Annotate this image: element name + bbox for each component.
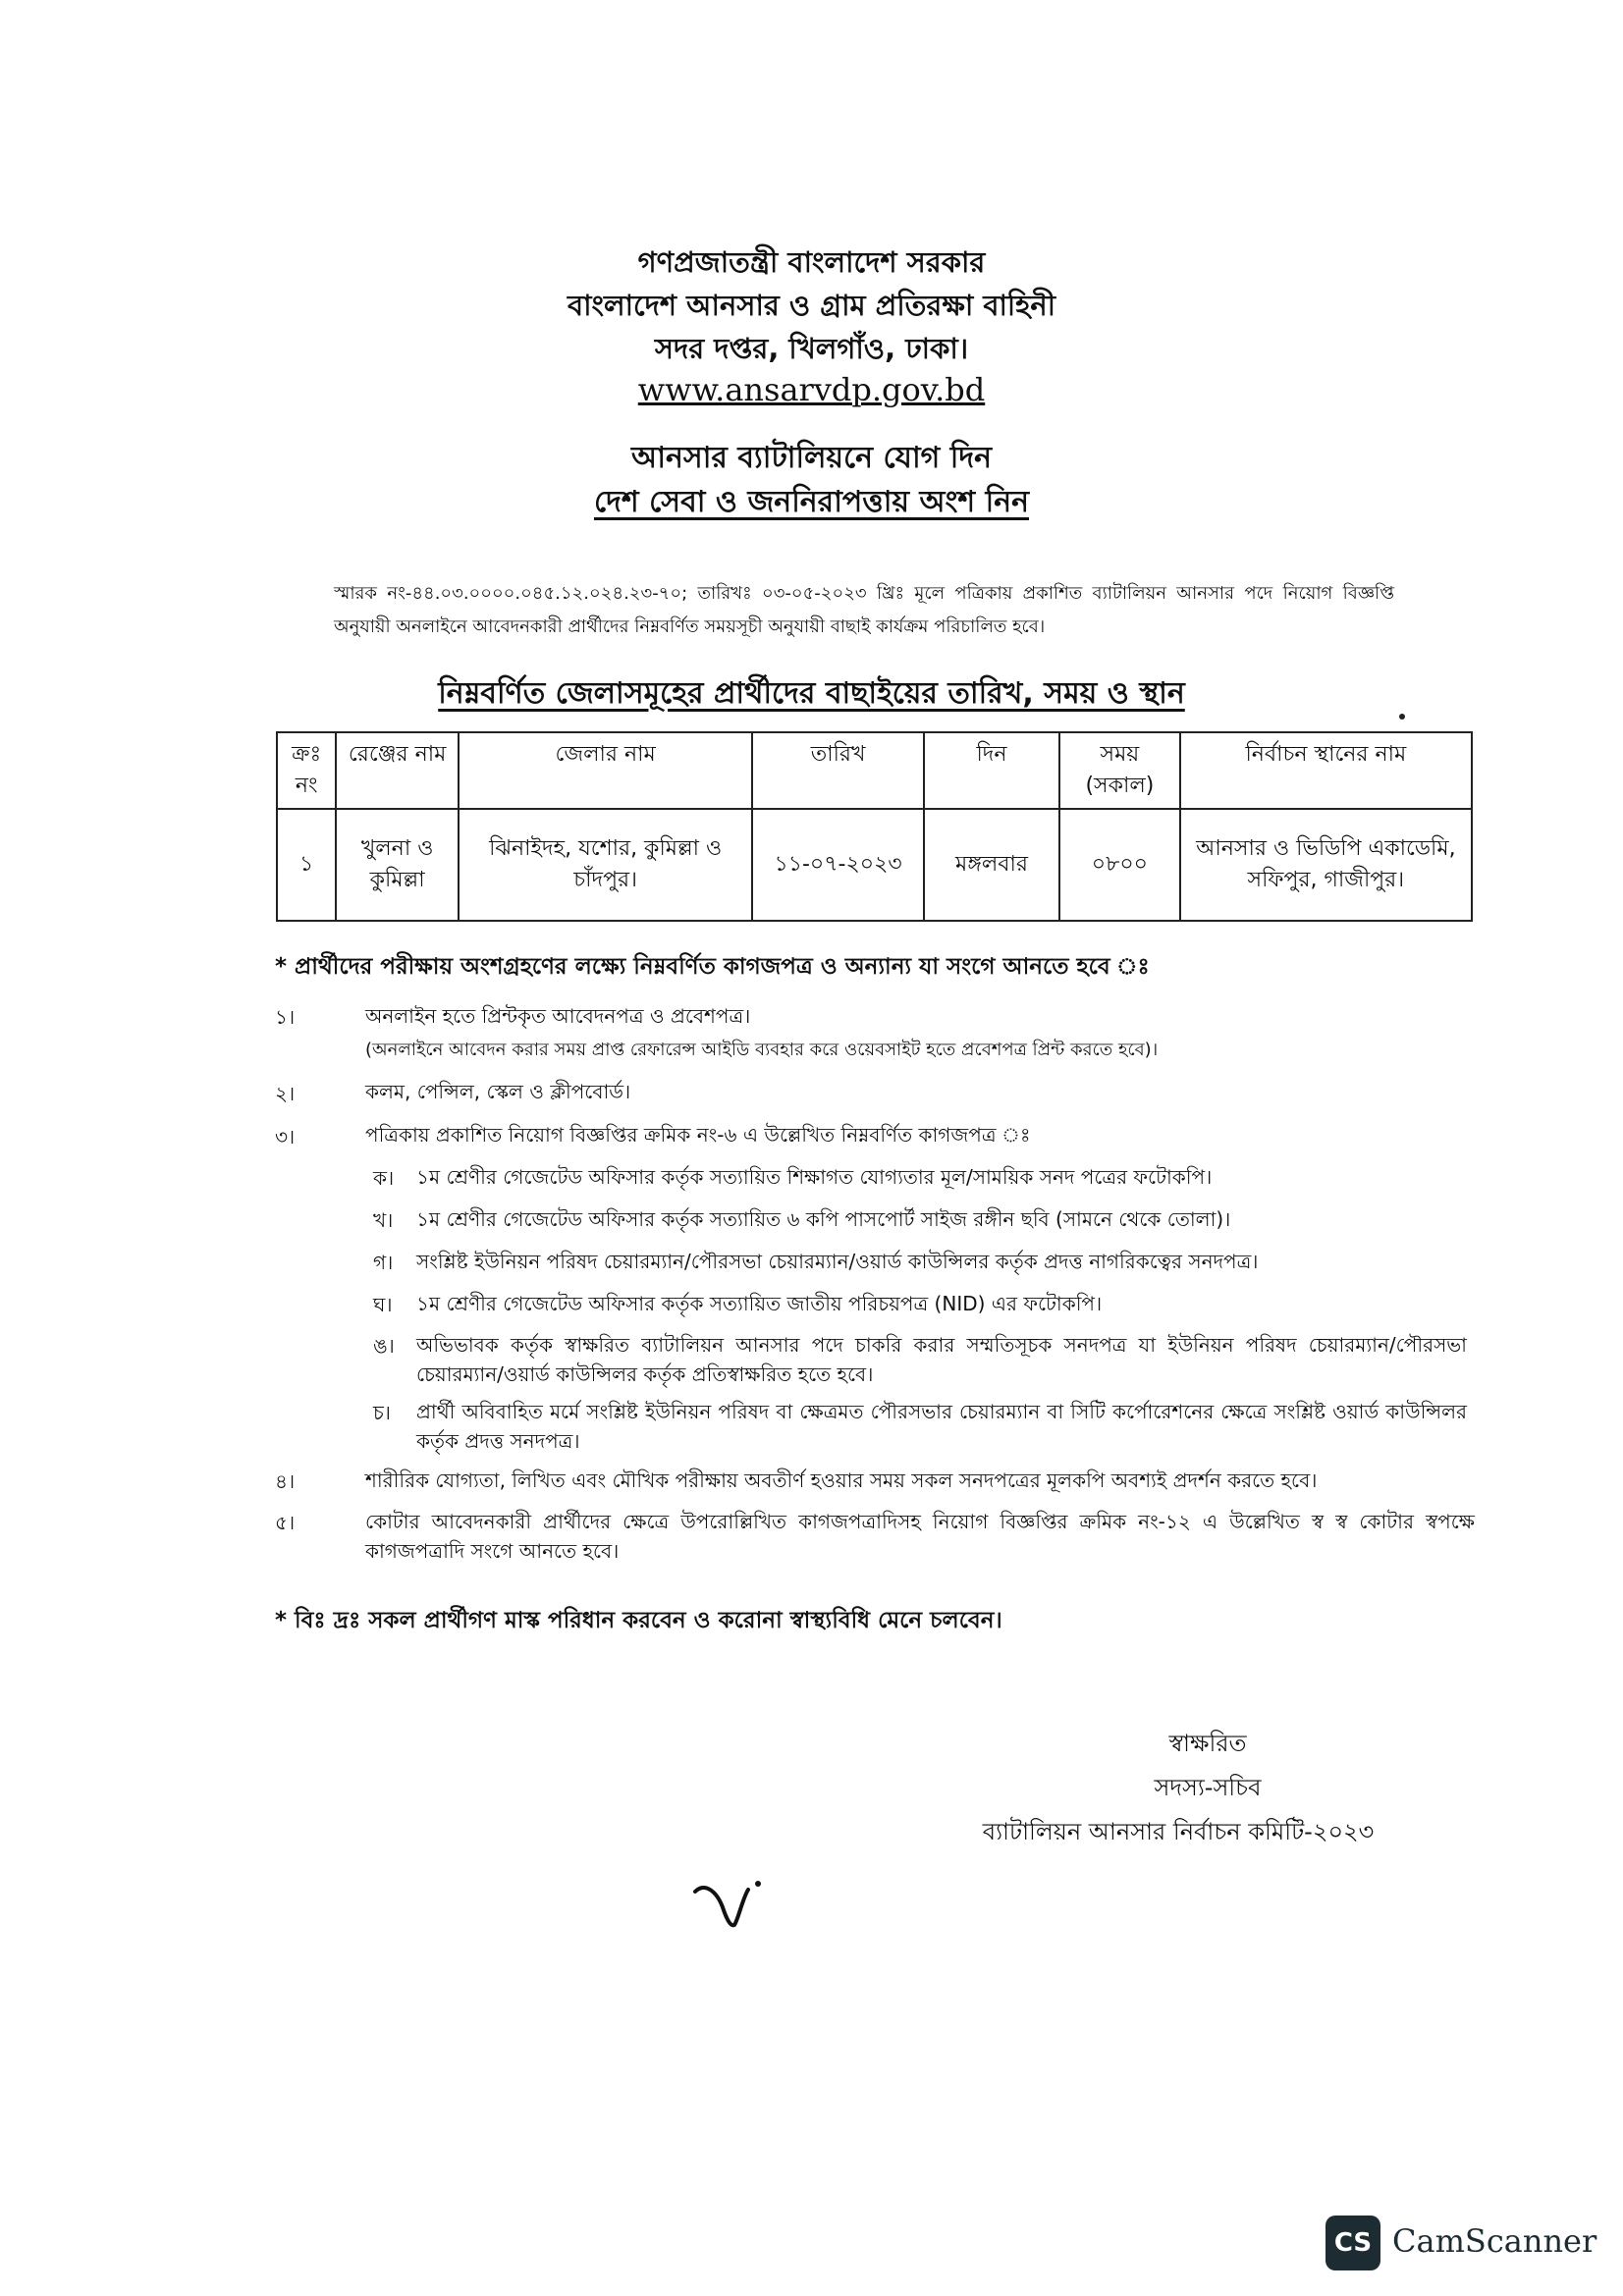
header-time: সময় (সকাল) bbox=[1059, 732, 1180, 809]
cell-date: ১১-০৭-২০২৩ bbox=[752, 809, 924, 921]
sub-item-gha: ১ম শ্রেণীর গেজেটেড অফিসার কর্তৃক সত্যায়িত জাতীয় পরিচয়পত্র (NID) এর ফটোকপি। bbox=[416, 1292, 1103, 1315]
signed-status: স্বাক্ষরিত bbox=[1168, 1730, 1247, 1757]
sub-item-ka: ১ম শ্রেণীর গেজেটেড অফিসার কর্তৃক সত্যায়িত শিক্ষাগত যোগ্যতার মূল/সাময়িক সনদ পত্রের ফটোকপি। bbox=[416, 1165, 1213, 1189]
item-number: ২। bbox=[275, 1082, 296, 1105]
sub-item-mark: ঙ। bbox=[373, 1334, 395, 1358]
header-venue: নির্বাচন স্থানের নাম bbox=[1180, 732, 1472, 809]
govt-title: গণপ্রজাতন্ত্রী বাংলাদেশ সরকার bbox=[637, 245, 986, 279]
committee-name: ব্যাটালিয়ন আনসার নির্বাচন কমিটি-২০২৩ bbox=[982, 1818, 1375, 1845]
camscanner-logo-icon: CS bbox=[1325, 2216, 1380, 2270]
camscanner-brand: CamScanner bbox=[1392, 2222, 1597, 2260]
item-1-note: (অনলাইনে আবেদন করার সময় প্রাপ্ত রেফারেন্স আইডি ব্যবহার করে ওয়েবসাইট হতে প্রবেশপত্র প্রিন্ট করতে হবে)। bbox=[365, 1040, 1159, 1060]
sub-item-ga: সংশ্লিষ্ট ইউনিয়ন পরিষদ চেয়ারম্যান/পৌরসভা চেয়ারম্যান/ওয়ার্ড কাউন্সিলর কর্তৃক প্রদত্ত নাগরিকত্বের সনদপত্র। bbox=[416, 1250, 1259, 1273]
header-serial: ক্রঃ নং bbox=[277, 732, 336, 809]
handwritten-signature bbox=[687, 1870, 776, 1939]
ink-mark bbox=[1399, 714, 1405, 720]
schedule-subtitle-text: নিম্নবর্ণিত জেলাসমূহের প্রার্থীদের বাছাইয়ের তারিখ, সময় ও স্থান bbox=[438, 676, 1185, 711]
item-5-text: কোটার আবেদনকারী প্রার্থীদের ক্ষেত্রে উপরোল্লিখিত কাগজপত্রাদিসহ নিয়োগ বিজ্ঞপ্তির ক্রমিক নং-১২ এ উল্লেখিত স্ব স্ব কোটার স্বপক্ষে কাগজপত্রাদি সংগে আনতে হবে। bbox=[365, 1510, 1475, 1563]
item-number: ১। bbox=[275, 1005, 296, 1029]
sub-item-mark: খ। bbox=[373, 1208, 394, 1232]
header-day: দিন bbox=[924, 732, 1059, 809]
item-4-text: শারীরিক যোগ্যতা, লিখিত এবং মৌখিক পরীক্ষায় অবতীর্ণ হওয়ার সময় সকল সনদপত্রের মূলকপি অবশ্যই প্রদর্শন করতে হবে। bbox=[365, 1468, 1318, 1492]
requirements-title: * প্রার্থীদের পরীক্ষায় অংশগ্রহণের লক্ষ্যে নিম্নবর্ণিত কাগজপত্র ও অন্যান্য যা সংগে আনতে হবে ঃ bbox=[275, 954, 1150, 980]
sub-item-mark: চ। bbox=[373, 1401, 391, 1424]
table-header-row bbox=[277, 732, 1472, 809]
cell-time: ০৮০০ bbox=[1059, 809, 1180, 921]
website-link[interactable]: www.ansarvdp.gov.bd bbox=[637, 371, 986, 408]
special-note: * বিঃ দ্রঃ সকল প্রার্থীগণ মাস্ক পরিধান করবেন ও করোনা স্বাস্থ্যবিধি মেনে চলবেন। bbox=[275, 1608, 1002, 1633]
item-3-text: পত্রিকায় প্রকাশিত নিয়োগ বিজ্ঞপ্তির ক্রমিক নং-৬ এ উল্লেখিত নিম্নবর্ণিত কাগজপত্র ঃ bbox=[365, 1123, 1031, 1147]
cell-day: মঙ্গলবার bbox=[924, 809, 1059, 921]
cell-district: ঝিনাইদহ, যশোর, কুমিল্লা ও চাঁদপুর। bbox=[459, 809, 752, 921]
table-row bbox=[277, 809, 1472, 921]
slogan-line-2-text: দেশ সেবা ও জননিরাপত্তায় অংশ নিন bbox=[593, 485, 1030, 519]
dept-title: বাংলাদেশ আনসার ও গ্রাম প্রতিরক্ষা বাহিনী bbox=[567, 289, 1056, 322]
office-address: সদর দপ্তর, খিলগাঁও, ঢাকা। bbox=[654, 332, 969, 365]
item-1-text: অনলাইন হতে প্রিন্টকৃত আবেদনপত্র ও প্রবেশপত্র। bbox=[365, 1004, 751, 1028]
sub-item-mark: ক। bbox=[373, 1166, 395, 1190]
sub-item-kha: ১ম শ্রেণীর গেজেটেড অফিসার কর্তৃক সত্যায়িত ৬ কপি পাসপোর্ট সাইজ রঙ্গীন ছবি (সামনে থেকে তোলা)। bbox=[416, 1207, 1231, 1231]
sub-item-umo: অভিভাবক কর্তৃক স্বাক্ষরিত ব্যাটালিয়ন আনসার পদে চাকরি করার সম্মতিসূচক সনদপত্র যা ইউনিয়ন পরিষদ চেয়ারম্যান/পৌরসভা চেয়ারম্যান/ওয়ার্ড কাউন্সিলর কর্তৃক প্রতিস্বাক্ষরিত হতে হবে। bbox=[416, 1333, 1467, 1386]
item-number: ৩। bbox=[275, 1125, 296, 1148]
header-range: রেঞ্জের নাম bbox=[336, 732, 459, 809]
header-date: তারিখ bbox=[752, 732, 924, 809]
signatory-role: সদস্য-সচিব bbox=[1154, 1774, 1262, 1801]
sub-item-mark: ঘ। bbox=[373, 1293, 393, 1316]
schedule-table bbox=[276, 731, 1473, 922]
slogan-line-1: আনসার ব্যাটালিয়নে যোগ দিন bbox=[630, 441, 993, 475]
item-number: ৫। bbox=[275, 1511, 296, 1534]
cell-range: খুলনা ও কুমিল্লা bbox=[336, 809, 459, 921]
sub-item-cha: প্রার্থী অবিবাহিত মর্মে সংশ্লিষ্ট ইউনিয়ন পরিষদ বা ক্ষেত্রমত পৌরসভার চেয়ারম্যান বা সিটি কর্পোরেশনের ক্ষেত্রে সংশ্লিষ্ট ওয়ার্ড কাউন্সিলর কর্তৃক প্রদত্ত সনদপত্র। bbox=[416, 1400, 1467, 1453]
item-number: ৪। bbox=[275, 1469, 296, 1493]
slogan-line-2 bbox=[0, 481, 1623, 524]
schedule-subtitle bbox=[0, 669, 1623, 720]
sub-item-mark: গ। bbox=[373, 1251, 394, 1274]
header-district: জেলার নাম bbox=[459, 732, 752, 809]
cell-serial: ১ bbox=[277, 809, 336, 921]
item-2-text: কলম, পেন্সিল, স্কেল ও ক্লীপবোর্ড। bbox=[365, 1080, 631, 1103]
memo-paragraph: স্মারক নং-৪৪.০৩.০০০০.০৪৫.১২.০২৪.২৩-৭০; তারিখঃ ০৩-০৫-২০২৩ খ্রিঃ মূলে পত্রিকায় প্রকাশিত ব্যাটালিয়ন আনসার পদে নিয়োগ বিজ্ঞপ্তি অনুযায়ী অনলাইনে আবেদনকারী প্রার্থীদের নিম্নবর্ণিত সময়সূচী অনুযায়ী বাছাই কার্যক্রম পরিচালিত হবে। bbox=[334, 583, 1394, 637]
cell-venue: আনসার ও ভিডিপি একাডেমি, সফিপুর, গাজীপুর। bbox=[1180, 809, 1472, 921]
website-link-wrap bbox=[0, 371, 1623, 408]
